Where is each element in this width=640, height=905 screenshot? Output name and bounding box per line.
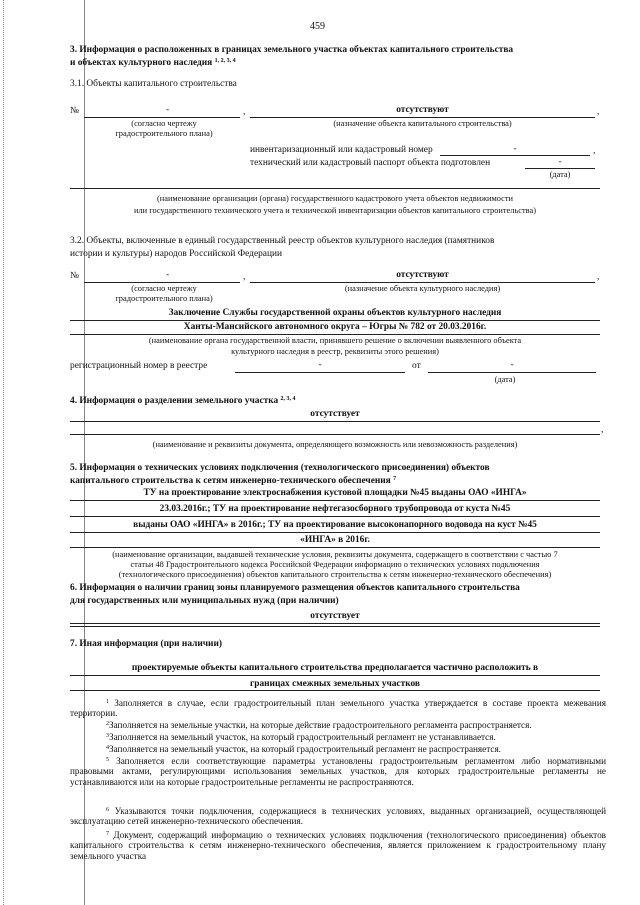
section-6-title-line-2: для государственных или муниципальных нужд (при наличии) xyxy=(70,596,339,606)
section-3-title-line-2: и объектах культурного наследия $^{1, 2, 3, 4}$ xyxy=(70,58,236,68)
other-info-line-1: проектируемые объекты капитального строительства предполагается частично расположить в xyxy=(131,663,539,673)
division-underline-1 xyxy=(70,421,600,422)
other-info-line-2: границах смежных земельных участков xyxy=(249,679,420,689)
purpose-caption: (назначение объекта капитального строительства) xyxy=(333,119,512,128)
heritage-plan-caption-line-2: градостроительного плана) xyxy=(115,294,213,303)
object-number-sign: № xyxy=(70,106,79,116)
technical-conditions-line-3: выданы ОАО «ИНГА» в 2016г.; ТУ на проектирование высоконапорного водовода на куст №45 xyxy=(133,520,537,530)
section-5-title-line-2: капитального строительства к сетям инженерно-технического обеспечения $^7$ xyxy=(70,476,397,486)
inventory-number-value: - xyxy=(513,144,517,154)
heritage-purpose-caption: (назначение объекта культурного наследия) xyxy=(344,284,501,293)
registry-from-label: от xyxy=(412,361,421,371)
passport-label: технический или кадастровый паспорт объекта подготовлен xyxy=(250,158,491,168)
conclusion-line-2: Ханты-Мансийского автономного округа – Югры № 782 от 20.03.2016г. xyxy=(183,322,487,332)
footnote-2: $^2$Заполняется на земельные участки, на которые действие градостроительного регламента распространяется. xyxy=(106,720,532,730)
conclusion-underline-2 xyxy=(70,334,600,335)
plan-caption-line-1: (согласно чертежу xyxy=(131,119,197,128)
heritage-purpose-underline xyxy=(250,282,595,283)
section-3-1-title: 3.1. Объекты капитального строительства xyxy=(70,79,237,89)
comma-separator: , xyxy=(597,107,600,117)
heritage-number-value: - xyxy=(165,270,170,280)
registry-number-value: - xyxy=(318,360,322,370)
technical-conditions-underline-4 xyxy=(70,547,600,548)
object-number-value: - xyxy=(165,105,170,115)
section-3-2-title-line-1: 3.2. Объекты, включенные в единый государственный реестр объектов культурного наследия (памятников xyxy=(70,236,495,246)
registry-number-underline xyxy=(235,372,405,373)
footnote-5: $^5$ Заполняется если соответствующие параметры установлены градостроительным регламентом либо нормативными правовыми актами, регулирующими использования земельных участков, для которых градостроительные регламенты не устанавливаются или на которые градостроительные регламенты не распространяются. xyxy=(70,756,606,787)
technical-conditions-underline-2 xyxy=(70,516,600,517)
comma-separator: , xyxy=(597,272,600,282)
passport-date-underline xyxy=(525,168,595,169)
authority-caption-line-1: (наименование органа государственной власти, принявшего решение о включении выявленного объекта xyxy=(148,336,522,345)
registry-date-caption: (дата) xyxy=(494,375,516,384)
organization-caption-line-1: (наименование организации (органа) государственного кадастрового учета объектов недвижимости xyxy=(156,194,514,203)
authority-caption-line-2: культурного наследия в реестр, реквизиты этого решения) xyxy=(231,347,439,356)
heritage-purpose-value: отсутствуют xyxy=(396,270,449,280)
technical-conditions-line-1: ТУ на проектирование электроснабжения кустовой площадки №45 выданы ОАО «ИНГА» xyxy=(143,488,527,498)
section-6-title-line-1: 6. Информация о наличии границ зоны планируемого размещения объектов капитального строительства xyxy=(70,583,520,593)
comma-separator: , xyxy=(593,146,596,156)
technical-conditions-caption-3: (технологического присоединения) объектов капитального строительства к сетям инженерно-технического обеспечения) xyxy=(118,570,552,579)
division-caption: (наименование и реквизиты документа, определяющего возможность или невозможность разделения) xyxy=(152,440,518,449)
heritage-number-underline xyxy=(84,282,240,283)
other-info-underline-1 xyxy=(70,675,600,676)
technical-conditions-underline-1 xyxy=(70,500,600,501)
other-info-underline-2 xyxy=(70,690,600,691)
registry-date-underline xyxy=(428,372,596,373)
passport-date-value: - xyxy=(558,157,562,167)
comma-separator: , xyxy=(601,425,604,435)
registry-date-value: - xyxy=(510,360,514,370)
technical-conditions-line-4: «ИНГА» в 2016г. xyxy=(300,535,370,545)
technical-conditions-caption-2: статьи 48 Градостроительного кодекса Российской Федерации информацию о технических условиях подключения xyxy=(130,560,540,569)
technical-conditions-underline-3 xyxy=(70,532,600,533)
division-underline-2 xyxy=(70,434,600,435)
inventory-number-underline xyxy=(440,155,590,156)
object-purpose-value: отсутствуют xyxy=(396,105,449,115)
section-3-title-line-1: 3. Информация о расположенных в границах земельного участка объектах капитального строительства xyxy=(70,45,514,55)
object-number-underline xyxy=(84,117,240,118)
conclusion-line-1: Заключение Службы государственной охраны объектов культурного наследия xyxy=(168,308,502,318)
conclusion-underline-1 xyxy=(70,320,600,321)
heritage-number-sign: № xyxy=(70,271,79,281)
planned-zone-underline-2 xyxy=(70,626,600,627)
page-left-edge-line xyxy=(3,0,4,905)
page-number: 459 xyxy=(310,21,325,32)
section-3-2-title-line-2: истории и культуры) народов Российской Федерации xyxy=(70,249,283,259)
plan-caption-line-2: градостроительного плана) xyxy=(115,129,213,138)
footnote-6: $^6$ Указываются точки подключения, содержащиеся в технических условиях, выданных организацией, осуществляющей эксплуатацию сетей инженерно-технического обеспечения. xyxy=(70,806,606,827)
registry-number-label: регистрационный номер в реестре xyxy=(70,361,208,371)
section-7-title: 7. Иная информация (при наличии) xyxy=(70,639,222,649)
comma-separator: , xyxy=(243,107,246,117)
footnote-3: $^3$Заполняется на земельный участок, на который градостроительный регламент не устанавливается. xyxy=(106,732,496,742)
footnote-1: $^1$ Заполняется в случае, если градостроительный план земельного участка утверждается в составе проекта межевания территории. xyxy=(70,698,606,719)
comma-separator: , xyxy=(243,272,246,282)
inventory-number-label: инвентаризационный или кадастровый номер xyxy=(250,145,433,155)
object-purpose-underline xyxy=(250,117,595,118)
division-value: отсутствует xyxy=(310,409,360,419)
planned-zone-value: отсутствует xyxy=(310,611,360,621)
technical-conditions-line-2: 23.03.2016г.; ТУ на проектирование нефтегазосборного трубопровода от куста №45 xyxy=(159,504,511,514)
planned-zone-underline-1 xyxy=(70,623,600,624)
technical-conditions-caption-1: (наименование организации, выдавшей технические условия, реквизиты документа, содержащего в соответствии с частью 7 xyxy=(112,550,558,559)
organization-underline xyxy=(70,188,600,189)
section-5-title-line-1: 5. Информация о технических условиях подключения (технологического присоединения) объектов xyxy=(70,463,490,473)
organization-caption-line-2: или государственного технического учета и технической инвентаризации объектов капитального строительства) xyxy=(134,206,536,215)
date-caption: (дата) xyxy=(549,170,571,179)
footnote-4: $^4$Заполняется на земельный участок, на который градостроительный регламент не распространяется. xyxy=(106,744,501,754)
section-4-title: 4. Информация о разделении земельного участка $^{2, 3, 4}$ xyxy=(70,396,296,406)
heritage-plan-caption-line-1: (согласно чертежу xyxy=(131,284,197,293)
footnote-7: $^7$ Документ, содержащий информацию о технических условиях подключения (технологического присоединения) объектов капитального строительства к сетям инженерно-технического обеспечения, является приложением к градостроительному плану земельного участка xyxy=(70,830,607,861)
